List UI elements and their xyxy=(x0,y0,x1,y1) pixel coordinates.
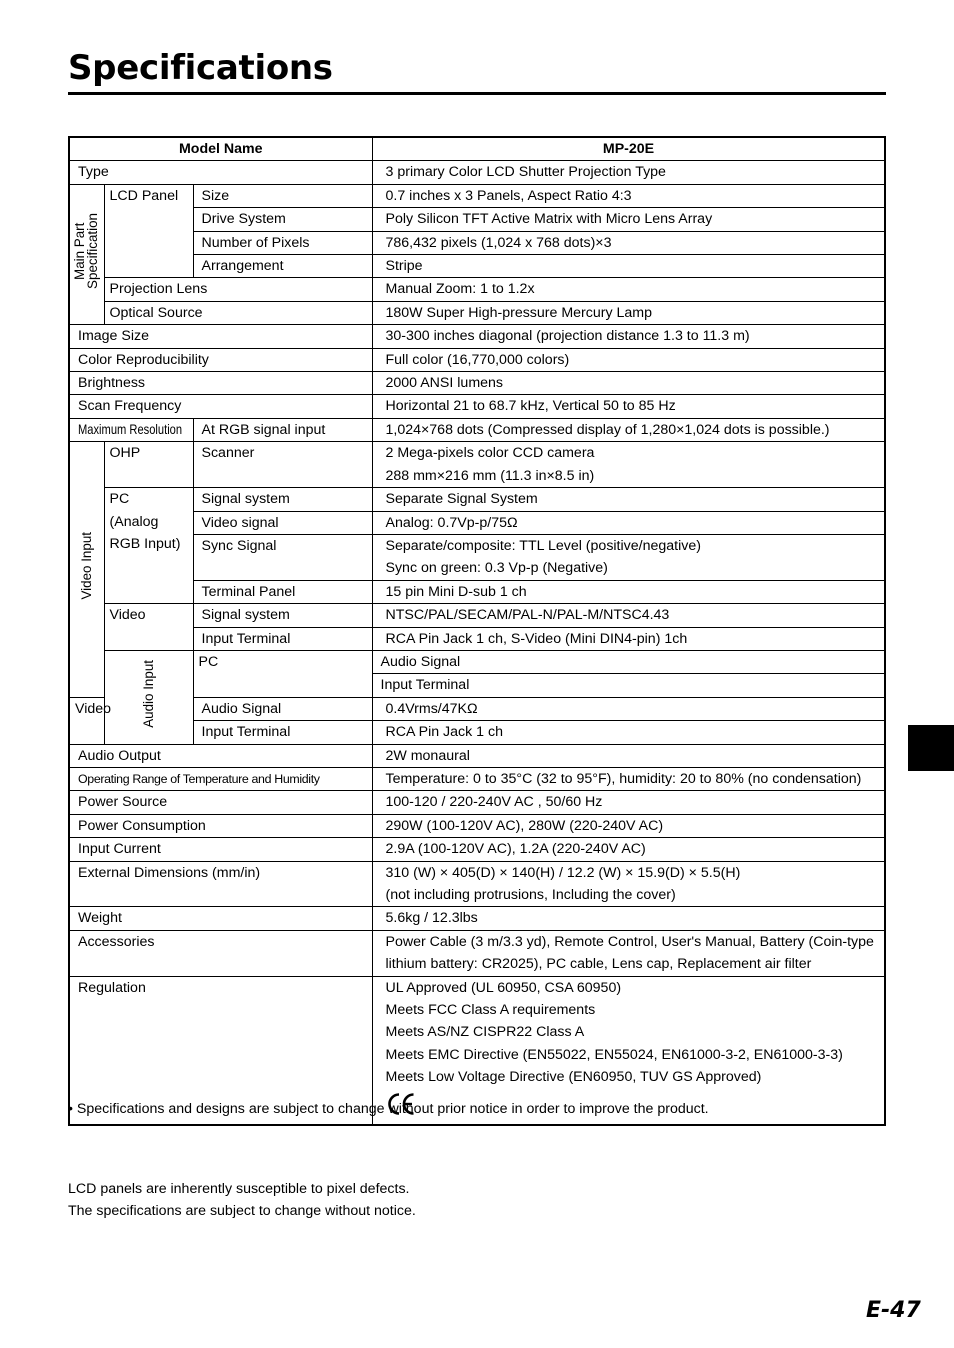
row-label: Image Size xyxy=(69,325,372,348)
row-value: Horizontal 21 to 68.7 kHz, Vertical 50 to 85 Hz xyxy=(372,395,885,418)
value-line: 310 (W) × 405(D) × 140(H) / 12.2 (W) × 15.9(D) × 5.5(H) xyxy=(385,864,741,881)
row-value: 180W Super High-pressure Mercury Lamp xyxy=(372,301,885,324)
video-input-label: Video Input xyxy=(79,532,95,600)
value-line: UL Approved (UL 60950, CSA 60950) xyxy=(385,979,622,996)
row-value: Full color (16,770,000 colors) xyxy=(372,348,885,371)
model-number-header: MP-20E xyxy=(372,137,885,161)
row-label: Scan Frequency xyxy=(69,395,372,418)
row-value: 2.9A (100-120V AC), 1.2A (220-240V AC) xyxy=(372,838,885,861)
row-value xyxy=(372,534,885,580)
row-value xyxy=(372,442,885,488)
change-notice: • Specifications and designs are subject to change without prior notice in order to improve the product. xyxy=(68,1101,709,1117)
row-label: Accessories xyxy=(69,930,372,976)
row-value: Separate Signal System xyxy=(372,488,885,511)
row-sublabel: Input Terminal xyxy=(193,721,372,744)
value-line: Separate/composite: TTL Level (positive/negative) xyxy=(385,537,701,554)
audio-input-label: Audio Input xyxy=(141,659,156,728)
row-sublabel: Audio Signal xyxy=(372,650,885,673)
pc-label-line: PC xyxy=(109,491,130,508)
row-label xyxy=(69,767,372,790)
row-value: Manual Zoom: 1 to 1.2x xyxy=(372,278,885,301)
specifications-table xyxy=(68,136,886,1126)
audio-video-label: Video xyxy=(69,697,104,744)
page-title: Specifications xyxy=(68,48,333,88)
row-value: Poly Silicon TFT Active Matrix with Micro Lens Array xyxy=(372,208,885,231)
row-value xyxy=(372,930,885,976)
footer-line: The specifications are subject to change without notice. xyxy=(68,1203,416,1220)
row-label: Regulation xyxy=(69,976,372,1125)
row-label: Audio Output xyxy=(69,744,372,767)
video-input-group-label xyxy=(69,442,104,697)
table-row-audio-output xyxy=(69,744,885,767)
table-row-weight xyxy=(69,907,885,930)
table-row-video-signal-system xyxy=(69,604,885,627)
row-sublabel: Signal system xyxy=(193,604,372,627)
operating-range-label: Operating Range of Temperature and Humidity xyxy=(78,771,320,786)
table-row-ohp xyxy=(69,442,885,488)
table-row-pc-signal-system xyxy=(69,488,885,511)
footer-notes xyxy=(68,1178,416,1223)
table-row-power-source xyxy=(69,791,885,814)
row-value: 2000 ANSI lumens xyxy=(372,372,885,395)
section-tab-marker xyxy=(908,725,954,771)
row-sublabel: Signal system xyxy=(193,488,372,511)
row-label: Weight xyxy=(69,907,372,930)
row-value: 5.6kg / 12.3lbs xyxy=(372,907,885,930)
row-value: 0.4Vrms/47KΩ xyxy=(372,697,885,720)
value-line: (not including protrusions, Including the cover) xyxy=(385,887,676,903)
value-line: Power Cable (3 m/3.3 yd), Remote Control, User's Manual, Battery (Coin-type xyxy=(385,933,874,950)
value-line: Meets AS/NZ CISPR22 Class A xyxy=(385,1024,585,1041)
row-sublabel: Terminal Panel xyxy=(193,580,372,603)
row-label: Size xyxy=(193,184,372,207)
table-row-image-size xyxy=(69,325,885,348)
page-number: E-47 xyxy=(866,1298,921,1323)
row-sublabel: Video signal xyxy=(193,511,372,534)
row-value xyxy=(372,861,885,907)
row-sublabel: Audio Signal xyxy=(193,697,372,720)
row-sublabel: Sync Signal xyxy=(193,534,372,580)
table-row-max-resolution xyxy=(69,418,885,441)
row-value: Stripe xyxy=(372,255,885,278)
ohp-label: OHP xyxy=(104,442,193,488)
table-row-lcd-size xyxy=(69,184,885,207)
table-row-input-current xyxy=(69,838,885,861)
table-row-audio-pc-signal xyxy=(69,650,885,673)
value-line: Meets FCC Class A requirements xyxy=(385,1002,596,1019)
table-row-brightness xyxy=(69,372,885,395)
row-sublabel: Scanner xyxy=(193,442,372,488)
row-sublabel: At RGB signal input xyxy=(193,418,372,441)
value-line: Meets Low Voltage Directive (EN60950, TUV GS Approved) xyxy=(385,1069,762,1086)
row-label: Type xyxy=(69,161,372,184)
table-row-power-consumption xyxy=(69,814,885,837)
table-row-projection-lens xyxy=(69,278,885,301)
value-line: Sync on green: 0.3 Vp-p (Negative) xyxy=(385,560,608,577)
row-value: 290W (100-120V AC), 280W (220-240V AC) xyxy=(372,814,885,837)
row-value: RCA Pin Jack 1 ch, S-Video (Mini DIN4-pin) 1ch xyxy=(372,627,885,650)
value-line: Meets EMC Directive (EN55022, EN55024, EN61000-3-2, EN61000-3-3) xyxy=(385,1046,843,1063)
value-line: lithium battery: CR2025), PC cable, Lens cap, Replacement air filter xyxy=(385,956,812,973)
row-value: 1,024×768 dots (Compressed display of 1,280×1,024 dots is possible.) xyxy=(372,418,885,441)
row-value: RCA Pin Jack 1 ch xyxy=(372,721,885,744)
row-label xyxy=(69,418,193,441)
row-label: Power Source xyxy=(69,791,372,814)
row-value: 786,432 pixels (1,024 x 768 dots)×3 xyxy=(372,231,885,254)
table-header-row xyxy=(69,137,885,161)
row-value: 30-300 inches diagonal (projection distance 1.3 to 11.3 m) xyxy=(372,325,885,348)
footer-line: LCD panels are inherently susceptible to pixel defects. xyxy=(68,1181,410,1197)
row-label: Drive System xyxy=(193,208,372,231)
row-label: Power Consumption xyxy=(69,814,372,837)
table-row-optical-source xyxy=(69,301,885,324)
pc-label-line: RGB Input) xyxy=(109,535,181,552)
row-value: 15 pin Mini D-sub 1 ch xyxy=(372,580,885,603)
row-label: Optical Source xyxy=(104,301,372,324)
lcd-panel-label: LCD Panel xyxy=(104,184,193,278)
table-row-color xyxy=(69,348,885,371)
table-row-scan xyxy=(69,395,885,418)
title-rule xyxy=(68,92,886,95)
value-line: 2 Mega-pixels color CCD camera xyxy=(385,445,595,462)
row-value: Temperature: 0 to 35°C (32 to 95°F), humidity: 20 to 80% (no condensation) xyxy=(372,767,885,790)
audio-input-group-label xyxy=(104,650,193,744)
value-line: 288 mm×216 mm (11.3 in×8.5 in) xyxy=(385,467,595,484)
row-label: Brightness xyxy=(69,372,372,395)
row-value: Analog: 0.7Vp-p/75Ω xyxy=(372,511,885,534)
row-value: 0.7 inches x 3 Panels, Aspect Ratio 4:3 xyxy=(372,184,885,207)
row-value: 2W monaural xyxy=(372,744,885,767)
row-label: Color Reproducibility xyxy=(69,348,372,371)
video-label: Video xyxy=(104,604,193,651)
table-row-type xyxy=(69,161,885,184)
pc-label-line: (Analog xyxy=(109,513,159,530)
row-value: NTSC/PAL/SECAM/PAL-N/PAL-M/NTSC4.43 xyxy=(372,604,885,627)
table-row-external-dimensions xyxy=(69,861,885,907)
table-row-operating-range xyxy=(69,767,885,790)
main-part-group-label xyxy=(69,184,104,324)
row-sublabel: Input Terminal xyxy=(372,674,885,697)
row-label: Number of Pixels xyxy=(193,231,372,254)
model-name-header: Model Name xyxy=(69,137,372,161)
group-label-line: Specification xyxy=(84,212,100,289)
max-resolution-label: Maximum Resolution xyxy=(78,421,183,437)
row-sublabel: Input Terminal xyxy=(193,627,372,650)
row-label: Input Current xyxy=(69,838,372,861)
audio-pc-label: PC xyxy=(193,650,372,697)
group-label-line: Main Part xyxy=(71,222,87,280)
row-value: 100-120 / 220-240V AC , 50/60 Hz xyxy=(372,791,885,814)
table-row-accessories xyxy=(69,930,885,976)
row-label: External Dimensions (mm/in) xyxy=(69,861,372,907)
row-value: 3 primary Color LCD Shutter Projection Type xyxy=(372,161,885,184)
row-label: Arrangement xyxy=(193,255,372,278)
row-label: Projection Lens xyxy=(104,278,372,301)
pc-analog-label xyxy=(104,488,193,604)
